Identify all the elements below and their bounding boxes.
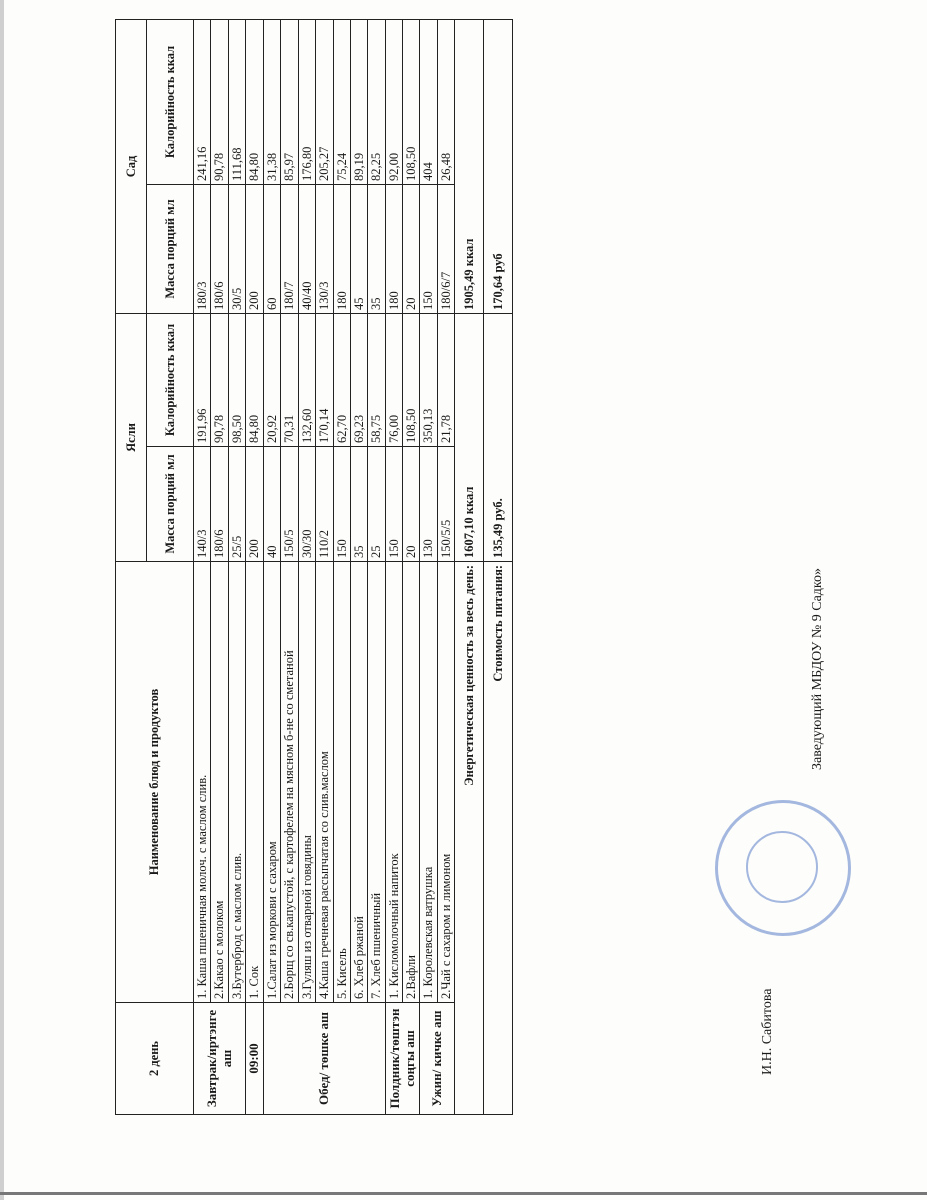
sad-mass-header: Масса порций мл [147, 184, 194, 313]
sad-kcal: 90,78 [211, 19, 228, 184]
yasli-kcal: 132,60 [298, 313, 315, 446]
sad-kcal-header: Калорийность ккал [147, 19, 194, 184]
dish-name: 5. Кисель [333, 562, 350, 1003]
yasli-mass: 20 [403, 447, 420, 562]
dish-name: 2.Вафли [403, 562, 420, 1003]
signature-name: И.Н. Сабитова [760, 988, 775, 1075]
sad-mass: 40/40 [298, 184, 315, 313]
table-row [403, 19, 420, 1114]
sad-kcal: 404 [420, 19, 437, 184]
yasli-mass: 150/5 [281, 447, 298, 562]
sad-header: Сад [116, 19, 147, 313]
yasli-mass: 140/3 [194, 447, 211, 562]
sad-kcal: 84,80 [246, 19, 264, 184]
yasli-mass: 130 [420, 447, 437, 562]
table-row [333, 19, 350, 1114]
dish-name: 1.Салат из моркови с сахаром [264, 562, 281, 1003]
dish-name: 1. Каша пшеничная молоч. с маслом слив. [194, 562, 211, 1003]
menu-table [115, 19, 513, 1115]
sad-mass: 30/5 [228, 184, 245, 313]
sad-mass: 60 [264, 184, 281, 313]
sad-kcal: 85,97 [281, 19, 298, 184]
sad-mass: 180/6 [211, 184, 228, 313]
yasli-kcal: 191,96 [194, 313, 211, 446]
energy-yasli: 1607,10 ккал [455, 313, 484, 561]
sad-kcal: 82,25 [368, 19, 385, 184]
sad-mass: 180/3 [194, 184, 211, 313]
yasli-mass: 150 [385, 447, 402, 562]
meal-name: Завтрак/иртэнге аш [194, 1003, 246, 1115]
sad-mass: 180 [385, 184, 402, 313]
sad-kcal: 89,19 [350, 19, 367, 184]
sad-kcal: 31,38 [264, 19, 281, 184]
yasli-mass: 25/5 [228, 447, 245, 562]
scan-edge [0, 0, 4, 1200]
sad-mass: 45 [350, 184, 367, 313]
yasli-mass: 150/5/5 [437, 447, 454, 562]
meal-name: Обед/ төшке аш [264, 1003, 386, 1115]
yasli-kcal: 98,50 [228, 313, 245, 446]
dish-name: 1. Кисломолочный напиток [385, 562, 402, 1003]
table-row [298, 19, 315, 1114]
sad-kcal: 241,16 [194, 19, 211, 184]
yasli-mass: 25 [368, 447, 385, 562]
yasli-kcal: 84,80 [246, 313, 264, 446]
yasli-mass: 150 [333, 447, 350, 562]
sad-kcal: 111,68 [228, 19, 245, 184]
sad-mass: 180/6/7 [437, 184, 454, 313]
dish-name: 3.Бутерброд с маслом слив. [228, 562, 245, 1003]
sad-kcal: 108,50 [403, 19, 420, 184]
sad-mass: 150 [420, 184, 437, 313]
menu-table-wrapper [115, 20, 905, 1115]
cost-label: Стоимость питания: [484, 562, 513, 1115]
yasli-kcal: 70,31 [281, 313, 298, 446]
meal-name: Ужин/ кичке аш [420, 1003, 455, 1115]
table-row [368, 19, 385, 1114]
yasli-kcal: 350,13 [420, 313, 437, 446]
energy-sad: 1905,49 ккал [455, 19, 484, 313]
yasli-mass: 30/30 [298, 447, 315, 562]
dish-name: 2.Чай с сахаром и лимоном [437, 562, 454, 1003]
sad-mass: 35 [368, 184, 385, 313]
dish-name: 6. Хлеб ржаной [350, 562, 367, 1003]
yasli-mass: 180/6 [211, 447, 228, 562]
sad-kcal: 92,00 [385, 19, 402, 184]
yasli-kcal: 20,92 [264, 313, 281, 446]
table-row [350, 19, 367, 1114]
yasli-kcal: 58,75 [368, 313, 385, 446]
yasli-kcal: 90,78 [211, 313, 228, 446]
meal-name: 09:00 [246, 1003, 264, 1115]
sad-mass: 130/3 [316, 184, 333, 313]
yasli-kcal: 170,14 [316, 313, 333, 446]
sad-kcal: 26,48 [437, 19, 454, 184]
table-row [211, 19, 228, 1114]
yasli-mass: 110/2 [316, 447, 333, 562]
sad-mass: 180 [333, 184, 350, 313]
table-row [316, 19, 333, 1114]
yasli-header: Ясли [116, 313, 147, 561]
table-row [437, 19, 454, 1114]
table-row [385, 19, 402, 1114]
table-row [264, 19, 281, 1114]
table-row [281, 19, 298, 1114]
sad-kcal: 75,24 [333, 19, 350, 184]
yasli-mass: 35 [350, 447, 367, 562]
dish-name: 2.Борщ со св.капустой, с картофелем на мясном б-не со сметаной [281, 562, 298, 1003]
yasli-kcal: 69,23 [350, 313, 367, 446]
dish-name-header: Наименование блюд и продуктов [116, 562, 194, 1003]
yasli-kcal: 76,00 [385, 313, 402, 446]
table-row [420, 19, 437, 1114]
meal-name: Полдник/төштэн соңгы аш [385, 1003, 420, 1115]
table-row [228, 19, 245, 1114]
dish-name: 1. Сок [246, 562, 264, 1003]
dish-name: 3.Гуляш из отварной говядины [298, 562, 315, 1003]
cost-sad: 170,64 руб [484, 19, 513, 313]
table-row [194, 19, 211, 1114]
sad-kcal: 205,27 [316, 19, 333, 184]
yasli-mass-header: Масса порций мл [147, 447, 194, 562]
sad-mass: 180/7 [281, 184, 298, 313]
sad-mass: 200 [246, 184, 264, 313]
sad-kcal: 176,80 [298, 19, 315, 184]
cost-yasli: 135,49 руб. [484, 313, 513, 561]
energy-label: Энергетическая ценность за весь день: [455, 562, 484, 1115]
yasli-kcal: 62,70 [333, 313, 350, 446]
yasli-kcal: 108,50 [403, 313, 420, 446]
day-header: 2 день [116, 1003, 194, 1115]
yasli-mass: 200 [246, 447, 264, 562]
menu-body [194, 19, 455, 1114]
scan-edge-bottom [0, 1192, 927, 1195]
dish-name: 4.Каша гречневая рассыпчатая со слив.маслом [316, 562, 333, 1003]
dish-name: 2.Какао с молоком [211, 562, 228, 1003]
signature-title: Заведующий МБДОУ № 9 Садко» [810, 568, 825, 770]
table-row [246, 19, 264, 1114]
dish-name: 7. Хлеб пшеничный [368, 562, 385, 1003]
sad-mass: 20 [403, 184, 420, 313]
dish-name: 1. Королевская ватрушка [420, 562, 437, 1003]
yasli-kcal-header: Калорийность ккал [147, 313, 194, 446]
yasli-mass: 40 [264, 447, 281, 562]
yasli-kcal: 21,78 [437, 313, 454, 446]
